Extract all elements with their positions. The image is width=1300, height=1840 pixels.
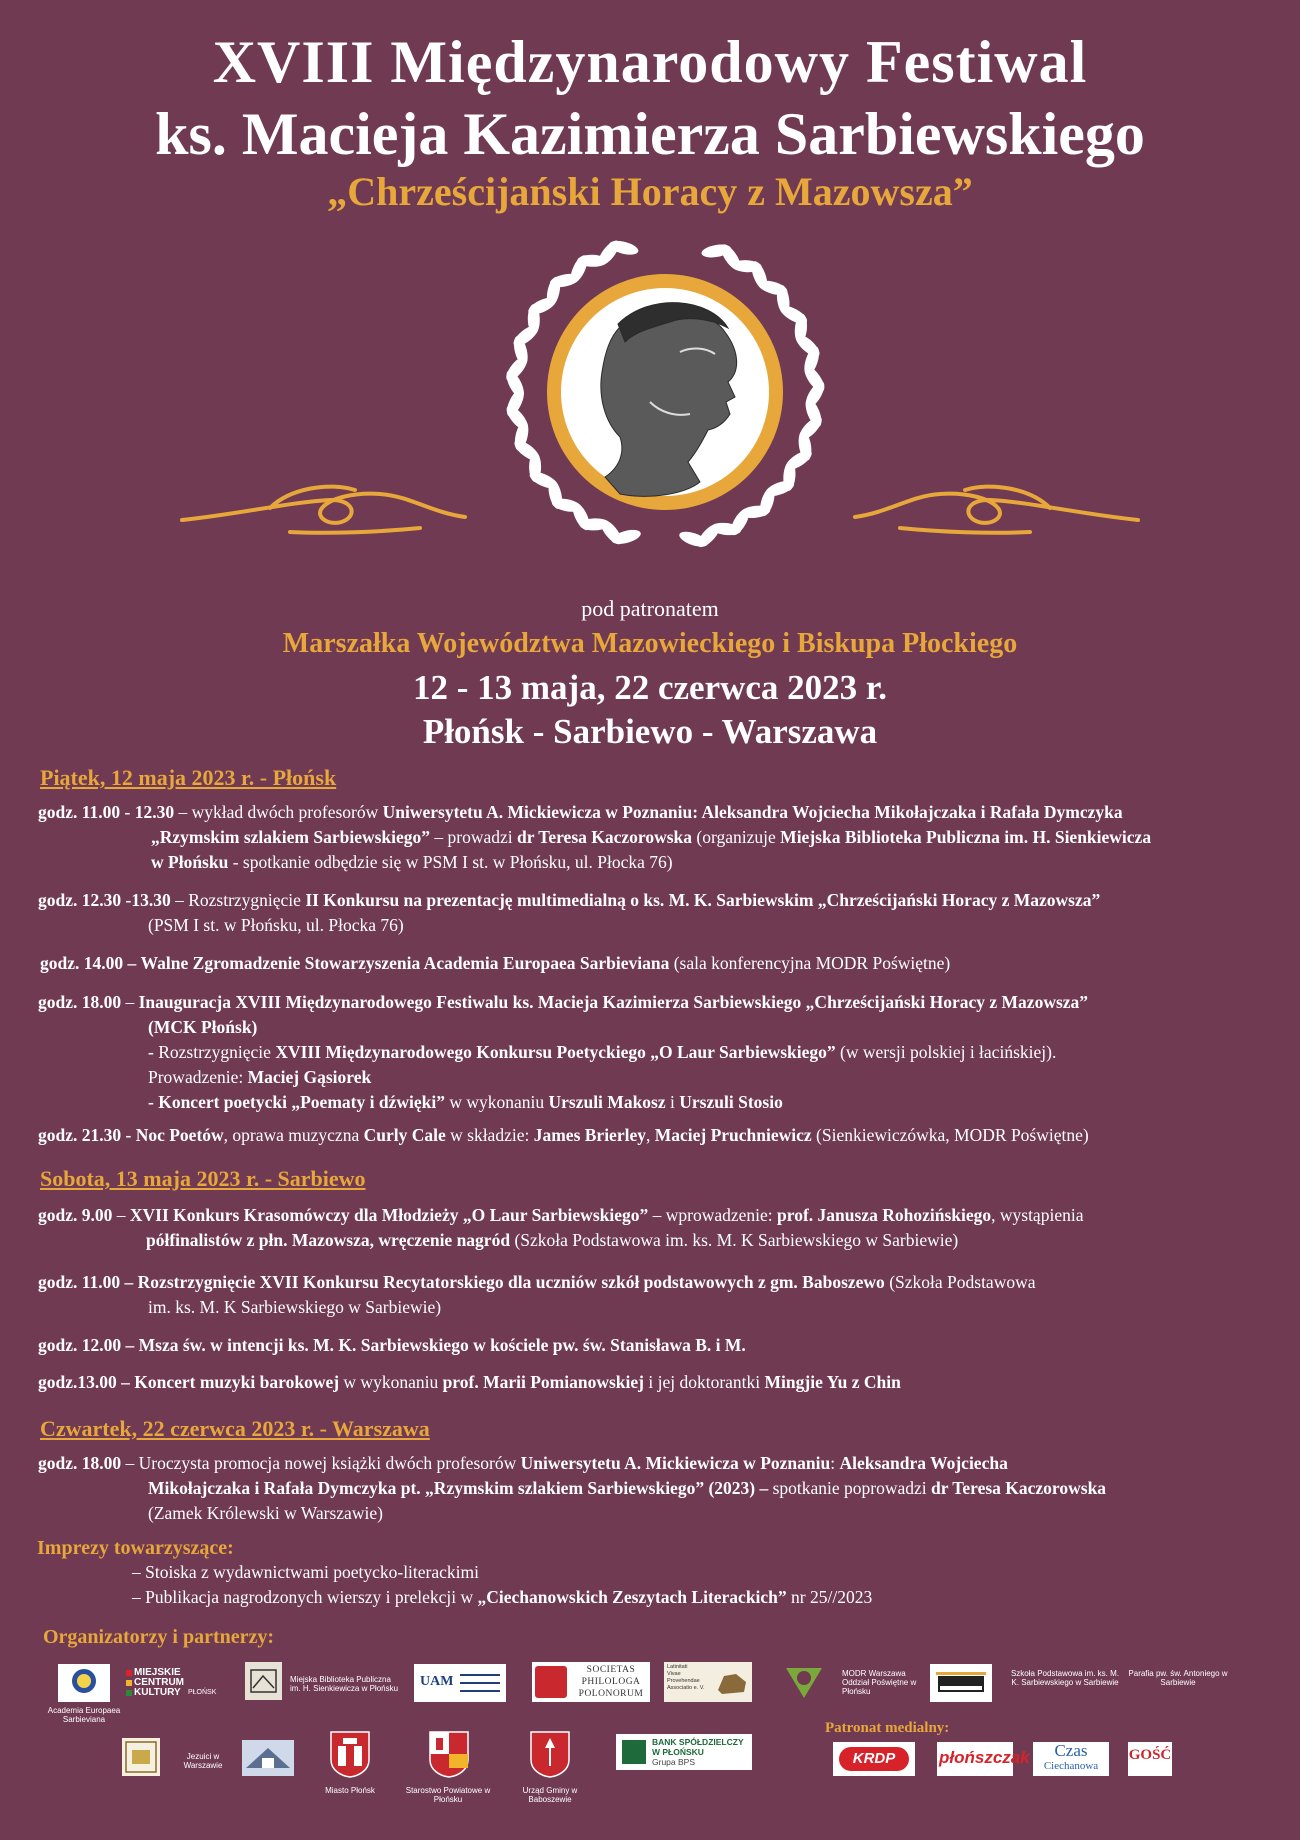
piano-school-logo <box>930 1664 992 1702</box>
event-line: godz. 21.30 - Noc Poetów, oprawa muzyczna Curly Cale w składzie: James Brierley, Maciej Pruchniewicz (Sienkiewiczówka, MODR Poświętne) <box>38 1125 1089 1145</box>
sp-sarbiewo-label: Szkoła Podstawowa im. ks. M. K. Sarbiewskiego w Sarbiewie <box>1010 1669 1120 1687</box>
societas-philologa-logo: SOCIETAS PHILOLOGA POLONORUM <box>532 1662 650 1702</box>
side-event-item: – Publikacja nagrodzonych wierszy i prelekcji w „Ciechanowskich Zeszytach Literackich” nr 25//2023 <box>132 1587 873 1607</box>
bank-spoldzielczy-logo: BANK SPÓŁDZIELCZY W PŁOŃSKU Grupa BPS <box>616 1734 752 1770</box>
event-line: godz. 14.00 – Walne Zgromadzenie Stowarzyszenia Academia Europaea Sarbieviana (sala konferencyjna MODR Poświętne) <box>40 953 951 973</box>
mbp-plonsk-logo <box>245 1662 282 1700</box>
event-line: godz. 18.00 – Uroczysta promocja nowej książki dwóch profesorów Uniwersytetu A. Mickiewicza w Poznaniu: Aleksandra Wojciecha <box>38 1453 1008 1473</box>
event-line: Prowadzenie: Maciej Gąsiorek <box>148 1067 372 1087</box>
event-line: (PSM I st. w Płońsku, ul. Płocka 76) <box>148 915 404 935</box>
festival-dates: 12 - 13 maja, 22 czerwca 2023 r. <box>413 668 887 707</box>
side-event-item: – Stoiska z wydawnictwami poetycko-literackimi <box>132 1562 479 1582</box>
plonszczak-logo: płońszczak <box>937 1742 1013 1776</box>
mbp-label: Miejska Biblioteka Publiczna im. H. Sienkiewicza w Płońsku <box>290 1675 399 1693</box>
plonsk-coat-of-arms-icon <box>329 1730 371 1778</box>
left-flourish-ornament <box>182 487 465 533</box>
event-line: „Rzymskim szlakiem Sarbiewskiego” – prowadzi dr Teresa Kaczorowska (organizuje Miejska Biblioteka Publiczna im. H. Sienkiewicza <box>151 827 1152 847</box>
title-line-1: XVIII Międzynarodowy Festiwal <box>212 29 1088 95</box>
czas-ciechanowa-logo: Czas Ciechanowa <box>1033 1742 1109 1776</box>
urzad-gminy-label: Urząd Gminy w Baboszewie <box>522 1786 578 1804</box>
festival-places: Płońsk - Sarbiewo - Warszawa <box>422 712 878 751</box>
side-events-heading: Imprezy towarzyszące: <box>37 1537 234 1559</box>
day-heading-saturday: Sobota, 13 maja 2023 r. - Sarbiewo <box>40 1166 366 1191</box>
event-line: (Zamek Królewski w Warszawie) <box>148 1503 383 1523</box>
event-line: półfinalistów z płn. Mazowsza, wręczenie nagród (Szkoła Podstawowa im. ks. M. K Sarbiewskiego w Sarbiewie) <box>146 1230 959 1250</box>
latinitati-vivae-logo: Latinitati Vivae Provehendae Associatio e. V. <box>664 1662 752 1702</box>
patronage-name: Marszałka Województwa Mazowieckiego i Biskupa Płockiego <box>282 628 1018 659</box>
media-patronage-heading: Patronat medialny: <box>825 1720 950 1736</box>
miasto-plonsk-label: Miasto Płońsk <box>325 1786 375 1795</box>
festival-subtitle: „Chrześcijański Horacy z Mazowsza” <box>327 169 973 214</box>
academia-europaea-label: Academia Europaea Sarbieviana <box>47 1706 121 1724</box>
event-line: godz. 11.00 – Rozstrzygnięcie XVII Konkursu Recytatorskiego dla uczniów szkół podstawowych z gm. Baboszewo (Szkoła Podstawowa <box>38 1272 1036 1292</box>
event-line: w Płońsku - spotkanie odbędzie się w PSM I st. w Płońsku, ul. Płocka 76) <box>151 852 673 872</box>
partners-heading: Organizatorzy i partnerzy: <box>43 1626 275 1648</box>
event-line: Mikołajczaka i Rafała Dymczyka pt. „Rzymskim szlakiem Sarbiewskiego” (2023) – spotkanie poprowadzi dr Teresa Kaczorowska <box>148 1478 1107 1498</box>
event-line: godz. 18.00 – Inauguracja XVIII Międzynarodowego Festiwalu ks. Macieja Kazimierza Sarbiewskiego „Chrześcijański Horacy z Mazowsza” <box>38 992 1089 1012</box>
right-flourish-ornament <box>855 487 1138 533</box>
academia-europaea-logo <box>58 1664 110 1702</box>
event-line: - Rozstrzygnięcie XVIII Międzynarodowego Konkursu Poetyckiego „O Laur Sarbiewskiego” (w wersji polskiej i łacińskiej). <box>148 1042 1057 1062</box>
modr-label: MODR Warszawa Oddział Poświętne w Płońsku <box>842 1669 917 1696</box>
starostwo-label: Starostwo Powiatowe w Płońsku <box>405 1786 491 1804</box>
gmina-baboszewo-coat-of-arms-icon <box>529 1730 571 1778</box>
day-heading-thursday: Czwartek, 22 czerwca 2023 r. - Warszawa <box>40 1416 430 1441</box>
powiat-plonski-coat-of-arms-icon <box>428 1730 470 1778</box>
patronage-intro: pod patronatem <box>581 596 719 621</box>
parafia-label: Parafia pw. św. Antoniego w Sarbiewie <box>1128 1669 1228 1687</box>
event-line: - Koncert poetycki „Poematy i dźwięki” w wykonaniu Urszuli Makosz i Urszuli Stosio <box>148 1092 783 1112</box>
event-line: godz. 11.00 - 12.30 – wykład dwóch profesorów Uniwersytetu A. Mickiewicza w Poznaniu: Aleksandra Wojciecha Mikołajczaka i Rafała Dymczyka <box>38 802 1123 822</box>
event-line: godz. 9.00 – XVII Konkurs Krasomówczy dla Młodzieży „O Laur Sarbiewskiego” – wprowadzenie: prof. Janusza Rohozińskiego, wystąpienia <box>38 1205 1084 1225</box>
gmina-baboszewo-badge-logo <box>122 1738 160 1776</box>
event-line: godz.13.00 – Koncert muzyki barokowej w wykonaniu prof. Marii Pomianowskiej i jej doktorantki Mingjie Yu z Chin <box>38 1372 901 1392</box>
laurel-portrait-emblem <box>180 232 1140 592</box>
krdp-logo: KRDP <box>833 1742 915 1776</box>
jezuici-logo <box>242 1740 294 1776</box>
jezuici-label: Jezuici w Warszawie <box>183 1752 223 1770</box>
event-line: im. ks. M. K Sarbiewskiego w Sarbiewie) <box>148 1297 442 1317</box>
mck-plonsk-logo: MIEJSKIE CENTRUM KULTURY PŁOŃSK <box>124 1668 224 1700</box>
uam-logo: UAM <box>414 1664 506 1702</box>
modr-logo-icon <box>782 1662 826 1702</box>
day-heading-friday: Piątek, 12 maja 2023 r. - Płońsk <box>40 765 337 790</box>
event-line: godz. 12.30 -13.30 – Rozstrzygnięcie II Konkursu na prezentację multimedialną o ks. M. K. Sarbiewskim „Chrześcijański Horacy z Mazowsza” <box>38 890 1101 910</box>
event-line: godz. 12.00 – Msza św. w intencji ks. M. K. Sarbiewskiego w kościele pw. św. Stanisława B. i M. <box>38 1335 746 1355</box>
gosc-niedzielny-logo: GOŚĆ <box>1128 1742 1172 1776</box>
title-line-2: ks. Macieja Kazimierza Sarbiewskiego <box>155 101 1145 167</box>
event-line: (MCK Płońsk) <box>148 1017 258 1037</box>
